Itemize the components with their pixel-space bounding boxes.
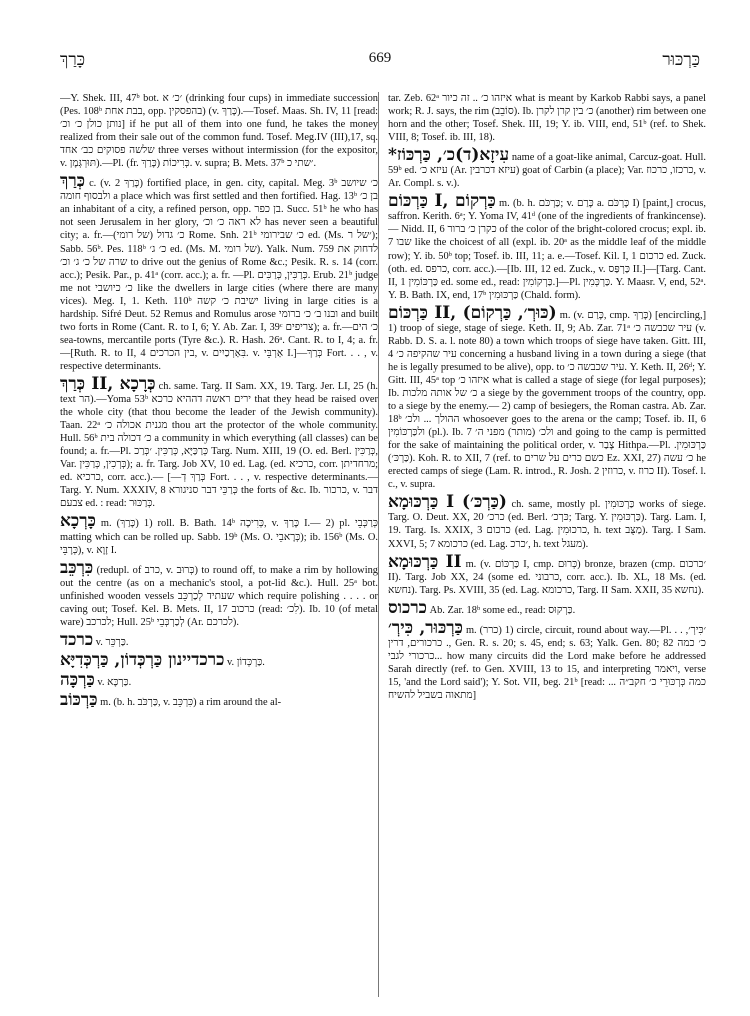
left-column (60, 92, 378, 997)
entry-text: v. כַּרְכְּדוֹן. (226, 656, 265, 668)
entry-headword: כַּרְכּוּר, כִּירְ׳ (388, 617, 463, 638)
dictionary-entry (60, 649, 378, 670)
dictionary-entry (60, 92, 378, 170)
entry-headword: *עִיזָא(ד)כ׳, כַּרְכּוֹז (388, 145, 510, 166)
entry-headword: כִּרְכֵּב (60, 557, 94, 578)
entry-text: m. (v. כָּרַם, cmp. כָּרַךְ) [encircling,] 1) troop of siege, stage of siege. Keth. II, 9; Ab. Zar. 71ᵃ עיר שכבשה כ׳ (v. Rabb. D. S. a. l. note 80) a town which troops of siege have taken. Gitt. III, 4 עיר שהקיפה כ׳ concerning a husband living in a town during a siege (that he is legally presumed to be alive), opp. to עיר שכבשה כ׳. Y. Keth. II, 26ᵈ; Y. Gitt. III, 45ᵃ top איזהו כ׳ what is called a stage of siege (for legal purposes); Ib. כ׳ של אותה מלכות a siege by the government troops of the country, opp. to a siege by the enemy.— 2) camp of besiegers, the Roman castra. Ab. Zar. 18ᵇ ההולך ... ולכ׳ whosoever goes to the arena or the camp; Tosef. ib. II, 6 ולכַּרְכּוֹמִין (pl.). Ib. 7 ולכ׳ (מותר) מפני ה׳ and going to the camp is permitted for the sake of maintaining the political order, v. צָבַר Hithpa.—Pl. כַּרְכּוּמִין. (כַּרְכּ׳). Koh. R. to XII, 7 (ref. to כשם כרים על שרים Ez. XXI, 27) כ׳ עשה he erected camps of siege (Lam. R. introd., R. Josh. 2 כרוזין, v. כרוז II). Tosef. l. c., v. supra. (388, 309, 706, 491)
column-divider (378, 92, 379, 997)
entry-text: m. (כָּרַךְ) 1) roll. B. Bath. 14ᵇ כְּרִיכָה, v. כָּרַךְ I.— 2) pl. כְּרַכְּבֵי matting which can be rolled up. Sabb. 19ᵇ (Ms. O. כְּרָאבֵי); ib. 156ᵇ (Ms. O. כְּרָבֵּי), v. זָוָא I. (60, 518, 378, 556)
entry-headword: כַּרְכָּה (60, 669, 95, 690)
dictionary-entry (60, 629, 378, 650)
dictionary-entry (60, 669, 378, 690)
entry-headword: כרכד (60, 629, 94, 650)
dictionary-entry (388, 147, 706, 190)
dictionary-entry (60, 373, 378, 510)
entry-headword: כְּרַךְ (60, 171, 86, 192)
entry-headword: כַּרְכּוֹם II, (כּוּרְ׳, כַּרְקוֹם) (388, 302, 557, 323)
entry-text: m. (b. h. כַּרְכֹּב, v. כִּרְכֵּב) a rim around the al- (100, 696, 282, 708)
page-header (60, 50, 700, 74)
dictionary-entry (388, 193, 706, 301)
entry-headword: כַּרְכּוּמָא I (כַּרְכּ׳) (388, 492, 507, 513)
entry-headword: כרכוס (388, 597, 427, 618)
entry-text: tar. Zeb. 62ᵃ איזהו כ׳ .. זה כיור what is meant by Karkob Rabbi says, a panel work; R. J. says, the rim (סוֹבֵב). Ib. כ׳ בין קרן לקרן (another) rim between one horn and the other; Tosef. Shek. III, 19; Y. ib. VIII, end, 51ᵇ (ref. to Shek. VIII, 8; Tosef. ib. III, 18). (388, 93, 706, 144)
dictionary-entry (388, 617, 706, 702)
dictionary-entry (60, 513, 378, 556)
running-head-right: כַּרְכּוּר (662, 50, 700, 69)
entry-text: Ab. Zar. 18ᵇ some ed., read: כַּרְקוּס. (429, 604, 576, 616)
entry-text: m. (כרר) 1) circle, circuit, round about way.—Pl. ׳כִּירְ׳, . . . כרכורים, דרין, Gen. R. s. 20; s. 45, end; s. 63; Yalk. Gen. 80; 82 כ׳ כמה כרכורי לגבי... how many circuits did the Lord make before he addressed Sarah directly (ref. to Gen. XVIII, 13 to 15, and interpreting ויאמר, verse 15, 'and the Lord said'); Y. Sot. VII, beg. 21ᵇ [read: ... כמה כְּרְכּוּרֵי כ׳ חקב״ה מתאוה בשביל להשיח] (388, 624, 706, 701)
entry-headword: כרכדיינון כַּרְכְּדוֹן, כַּרְכְּדִיָּא (60, 649, 225, 670)
right-column (388, 92, 706, 997)
entry-text: v. כַּרְכָּא. (97, 676, 132, 688)
running-head-left: כָּרַךְ (60, 50, 86, 69)
entry-text: ch. same. Targ. II Sam. XX, 19. Targ. Jer. LI, 25 (h. text הר).—Yoma 53ᵇ ירים ראשה דההיא כרכא that they head be raised over the whole city (that thou become the leader of the Jewish community). Taan. 22ᵃ מגנית אכולה כ׳ thou art the protector of the whole community. Hull. 56ᵇ כ׳ דכולה בית a community in which everything (all classes) can be found; a. fr.—Pl. כְּרַכַּיָּא, כְּרַכִּין. ׳כְּרַכ Targ. Num. XIII, 19 (O. ed. Berl. כְּרַכִּין, Var. כְּרְכִין, כְּרַכִּין); a. fr. Targ. Job XV, 10 ed. Lag. (ed. כרכיא, corr. מרחדיתן; ed. כרכיא, corr. acc.).— [—כְּרַךְ דְ Fort. . . , v. respective determinants.— Targ. Y. Num. XXXIV, 8 כְּרַכֵּי דבר סניגורא the forts of &c. Ib. כרכור, v. דבר צבעם ed. : read: כְּרַכּוּר. (60, 380, 378, 510)
entry-text: ch. same, mostly pl. כַּרְכּוּמִין works of siege. Targ. O. Deut. XX, 20 כרכ׳ (ed. Berl. כּרְכ׳; Targ. Y. כַּרְכּוּמִין). Targ. Lam. I, 19. Targ. Is. XXIX, 3 כרכום (ed. Lag. כרכוּמִין, h. text מַצֻּב). Targ. I Sam. XXVI, 5; 7 כרכומא (ed. Lag. ׳כרכ, h. text מעגל). (388, 499, 706, 550)
dictionary-entry (60, 557, 378, 629)
entry-text: m. (v. כַּרְכּוֹם I, cmp. כְּרוּם) bronze, brazen (cmp. ׳כרכום II). Targ. Job XX, 24 (some ed. כרבוני, corr. acc.). Ib. XL, 18 Ms. (ed. נחשא). Targ. Ps. XVIII, 35 (ed. Lag. כרכומא, Targ. II Sam. XXII, 35 נחשא). (388, 558, 706, 596)
entry-text: c. (v. כָּרַךְ 2) fortified place, in gen. city, capital. Meg. 3ᵇ כ׳ שיושב ולבסוף חומה a place which was first settled and then fortified. Hag. 13ᵇ בן כ׳ an inhabitant of a city, a refined person, opp. בן כפר. Succ. 51ᵇ he who has not seen Jerusalem in her glory, לא ראה כ׳ וכ׳ has never seen a beautiful city; a. fr.—כ׳ גדול (של רומי) Rome. Snh. 21ᵇ כ׳ שבירומי ed. (Ms. ׳של ר); Sabb. 56ᵇ. Pes. 118ᵇ כ׳ ג׳ ed. (Ms. M. של רומי). Yalk. Num. 759 לדחוק את שרה של כ׳ ג׳ וכ׳ to drive out the genius of Rome &c.; Pesik. R. s. 14 (corr. acc.); Pesik. Par., p. 41ᵃ (corr. acc.); a. fr. —Pl. כְּרַכִּין, כְּרַכִּים. Erub. 21ᵇ judge me not כ׳ כיושבי like the dwellers in large cities (where there are many vices). Meg. I, 1. Keth. 110ᵇ ישיבת כ׳ קשה living in large cities is a hardship. Sifré Deut. 52 Remus and Romulus arose ובנו ב׳ כ׳ ברומי and built two forts in Rome (Cant. R. to I, 6; Y. Ab. Zar. I, 39ᶜ צריפים); a. fr.—כ׳ הים sea-towns, mercantile ports (Tyre &c.). R. Hash. 26ᵃ. Cant. R. to I, 4; a. fr.—[Ruth. R. to II, 4 בין הכרכים, v. בִּאַרְכַיִים. v. אַרְבֵּי I.]—כְּרַךְ Fort. . . , v. respective determinants. (60, 178, 378, 372)
dictionary-entry (388, 92, 706, 144)
entry-text: (redupl. of כרב, v. כְּרוּב) to round off, to make a rim by hollowing out the centre (as on a mechanic's stool, a pot-lid &c.). Hull. 25ᵃ bot. unfinished wooden vessels שעתיד לְכַרְכֵּב which require polishing . . . . or caving out; Tosef. Kel. B. Mets. II, 17 כרכוב (read: לִכ׳). Ib. 10 (of metal ware) לכרכב; Hull. 25ᵇ לְכַרְכְּבֵי (Ar. לכרכם). (60, 564, 378, 628)
entry-text: v. כַּרְכֵּר. (95, 636, 129, 648)
dictionary-entry (388, 551, 706, 597)
dictionary-entry (388, 302, 706, 492)
entry-headword: כָּרְכָא (60, 511, 96, 532)
page-number: 669 (368, 50, 392, 66)
entry-headword: כַּרְכּוּמָא II (388, 551, 462, 572)
entry-headword: כַּרְכּוֹם I, כַּרְקוֹם (388, 191, 496, 212)
entry-headword: כַּרְכּוֹב (60, 689, 98, 710)
dictionary-entry (60, 689, 378, 710)
entry-text: —Y. Shek. III, 47ᵇ bot. ׳כ׳ א (drinking four cups) in immediate succession (Pes. 108ᵇ בבת אחת, opp. בהפסקין) (v. כָּרַךְ).—Tosef. Maas. Sh. IV, 11 [read: נותן כולן כ׳ וכ׳] if he put all of them into one fund, he takes the money realized from their sale out of the common fund. Tosef. Meg.IV (III),17, sq. שלשה פסוקים כב׳ אחד three verses without intermission (for the expositor, v. תּוּרְגְּמָן).—Pl. (fr. כָּרַךְ) כְּרִיכוֹת. v. supra; B. Mets. 37ᵇ ׳שתי כ. (60, 93, 378, 170)
dictionary-entry (388, 597, 706, 618)
dictionary-entry (388, 494, 706, 550)
entry-text: m. (b. h. כַּרְכֹּם; v. כָּרַם a. כָּרְכֹּם I) [paint,] crocus, saffron. Kerith. 6ᵃ; Y. Yoma IV, 41ᵈ (one of the ingredients of frankincense).— Nidd. II, 6 כקרן כ׳ ברור of the color of the bright-colored crocus; expl. ib. 7 שבו like the choicest of all (expl. ib. 20ᵃ as the middle leaf of the middle row); Y. ib. 50ᵇ top; Tosef. ib. III, 11; a. e.—Tosef. Kil. I, 1 כרכום ed. Zuck. (oth. ed. כרפס, corr. acc.).—[Ib. III, 12 ed. Zuck., v. כַּרְפַּס II.]—[Targ. Cant. II, 1 כַּרְכּוֹמִין ed. some ed., read: כַּרְקוֹמִין.]—Pl. כַּרְכְּמִין. Y. Maasr. V, end, 52ᵃ. Y. B. Bath. IX, end, 17ᵇ כַּרְכּוּמִין (Chald. form). (388, 198, 706, 301)
dictionary-entry (60, 173, 378, 373)
entry-headword: כְּרַךְ II, כְּרָכָא (60, 373, 156, 394)
entry-text: name of a goat-like animal, Carcuz-goat. Hull. 59ᵇ ed. עיזא כ׳ (Ar. עיזא דכרבין) goat of Carbin (a place); Var. כרכזו, כרכוז, v. Ar. Compl. s. v.). (388, 152, 706, 190)
